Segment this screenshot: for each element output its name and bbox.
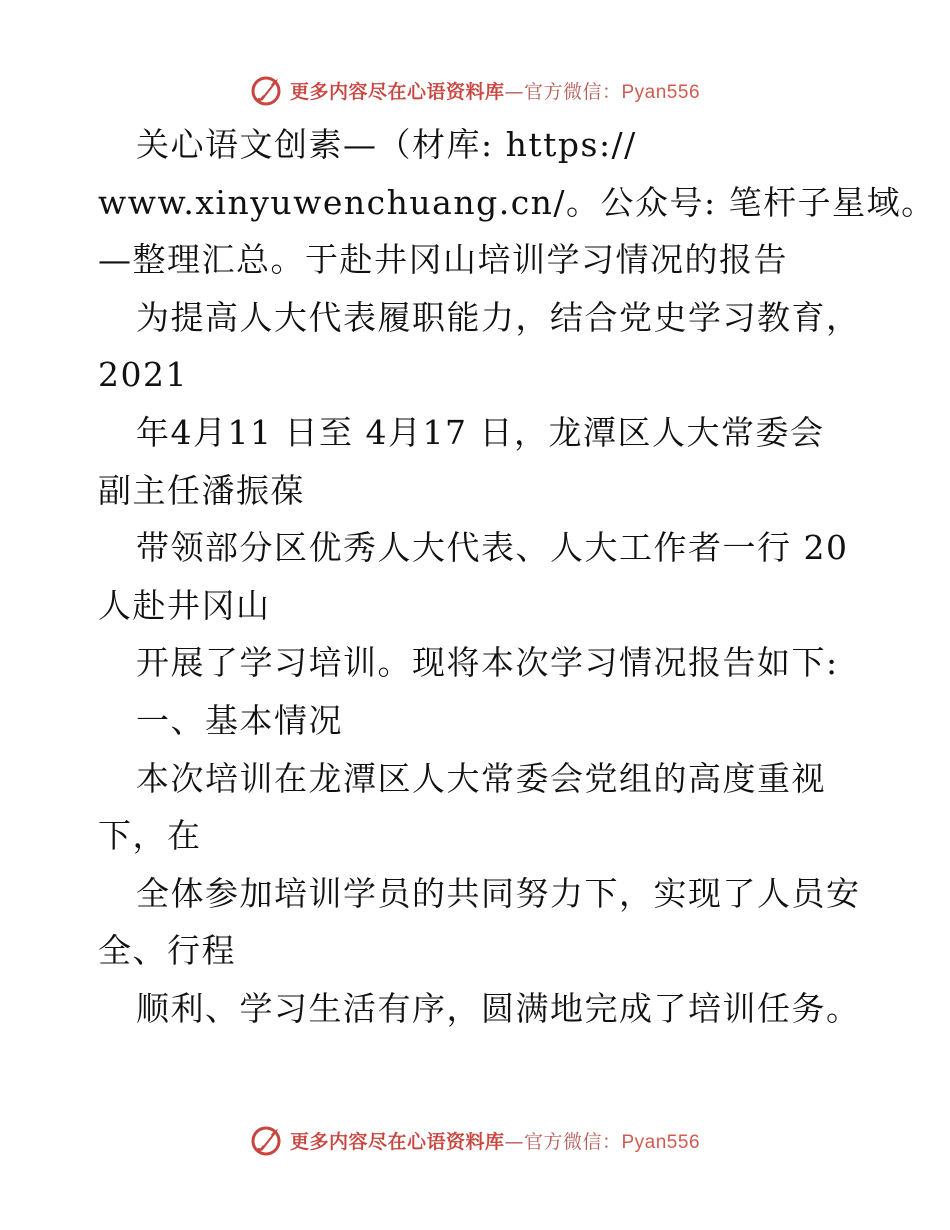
banner-separator: — <box>504 1130 524 1153</box>
banner-wechat-label: 官方微信： <box>523 1130 622 1153</box>
text-line: www.xinyuwenchuang.cn/。公众号: 笔杆子星域。 <box>98 182 936 222</box>
text-line: 下，在 <box>98 816 202 856</box>
banner-separator: — <box>504 80 524 103</box>
header-banner <box>0 70 950 110</box>
banner-wechat-label: 官方微信： <box>523 80 622 103</box>
footer-banner <box>0 1120 950 1160</box>
text-line: 人赴井冈山 <box>98 585 271 625</box>
banner-site-text: 更多内容尽在心语资料库 <box>289 80 505 103</box>
text-line: 年4月11 日至 4月17 日，龙潭区人大常委会 <box>136 412 825 452</box>
text-line: 开展了学习培训。现将本次学习情况报告如下: <box>136 643 839 683</box>
text-line: 关心语文创素—（材库: https:// <box>136 125 637 164</box>
text-line: 2021 <box>98 355 188 395</box>
banner-wechat-id: Pyan556 <box>621 1131 701 1153</box>
text-line: 带领部分区优秀人大代表、人大工作者一行 20 <box>136 528 849 568</box>
quill-pen-seal-icon <box>250 1123 284 1157</box>
quill-pen-seal-icon <box>250 73 284 107</box>
banner-site-text: 更多内容尽在心语资料库 <box>289 1130 505 1153</box>
text-line: 副主任潘振葆 <box>98 470 305 510</box>
section-heading: 一、基本情况 <box>136 700 343 740</box>
banner-wechat-id: Pyan556 <box>621 81 701 103</box>
document-title-line: —整理汇总。于赴井冈山培训学习情况的报告 <box>98 240 788 280</box>
text-line: 全体参加培训学员的共同努力下，实现了人员安 <box>136 873 861 913</box>
text-line: 全、行程 <box>98 931 236 971</box>
text-line: 本次培训在龙潭区人大常委会党组的高度重视 <box>136 758 826 798</box>
document-body <box>98 116 936 1038</box>
text-line: 顺利、学习生活有序，圆满地完成了培训任务。 <box>136 988 861 1028</box>
text-line: 为提高人大代表履职能力，结合党史学习教育， <box>136 297 861 337</box>
